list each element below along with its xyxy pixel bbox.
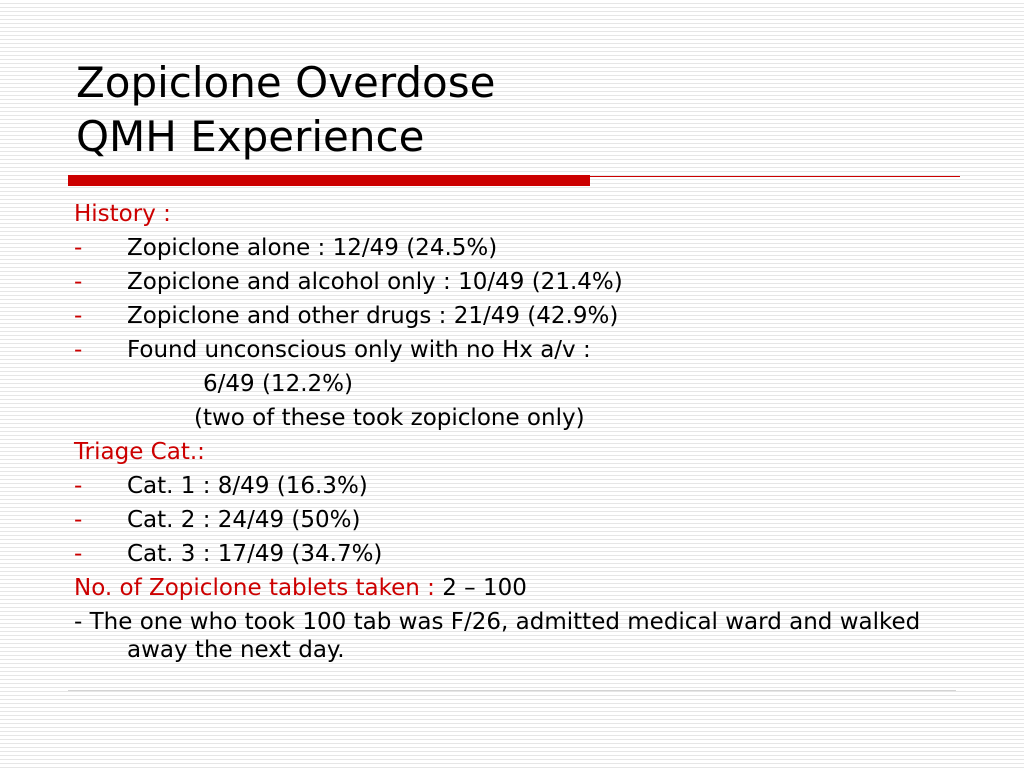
bullet-dash: - xyxy=(74,269,83,295)
history-item-zopiclone-alone xyxy=(74,231,954,265)
history-item-zopiclone-other-drugs xyxy=(74,299,954,333)
title-underline-thick xyxy=(68,175,590,186)
title-line-2: QMH Experience xyxy=(76,112,425,161)
triage-item-text: Cat. 2 : 24/49 (50%) xyxy=(127,507,361,533)
title-line-1: Zopiclone Overdose xyxy=(76,58,496,107)
history-item-text: Zopiclone and alcohol only : 10/49 (21.4%) xyxy=(127,269,623,295)
slide-body xyxy=(74,197,954,664)
tablets-note: - The one who took 100 tab was F/26, admitted medical ward and walked away the next day. xyxy=(74,609,921,663)
bullet-dash: - xyxy=(74,473,83,499)
tablets-taken-line xyxy=(74,571,954,605)
tablets-heading: No. of Zopiclone tablets taken : xyxy=(74,575,435,601)
triage-heading: Triage Cat.: xyxy=(74,439,205,465)
slide-title xyxy=(76,56,495,164)
history-item-text: Zopiclone alone : 12/49 (24.5%) xyxy=(127,235,498,261)
history-item-text: Zopiclone and other drugs : 21/49 (42.9%) xyxy=(127,303,619,329)
title-underline-thin xyxy=(590,176,960,177)
history-item-found-unconscious xyxy=(74,333,954,367)
history-item-zopiclone-alcohol xyxy=(74,265,954,299)
footer-divider xyxy=(68,690,956,691)
triage-item-text: Cat. 3 : 17/49 (34.7%) xyxy=(127,541,383,567)
unconscious-value: 6/49 (12.2%) xyxy=(203,371,353,397)
bullet-dash: - xyxy=(74,507,83,533)
unconscious-note: (two of these took zopiclone only) xyxy=(194,405,585,431)
tablets-range: 2 – 100 xyxy=(434,575,527,601)
history-heading: History : xyxy=(74,201,171,227)
triage-item-text: Cat. 1 : 8/49 (16.3%) xyxy=(127,473,368,499)
bullet-dash: - xyxy=(74,235,83,261)
bullet-dash: - xyxy=(74,541,83,567)
bullet-dash: - xyxy=(74,337,83,363)
bullet-dash: - xyxy=(74,303,83,329)
triage-item-cat-2 xyxy=(74,503,954,537)
triage-item-cat-1 xyxy=(74,469,954,503)
triage-item-cat-3 xyxy=(74,537,954,571)
history-item-text: Found unconscious only with no Hx a/v : xyxy=(127,337,591,363)
